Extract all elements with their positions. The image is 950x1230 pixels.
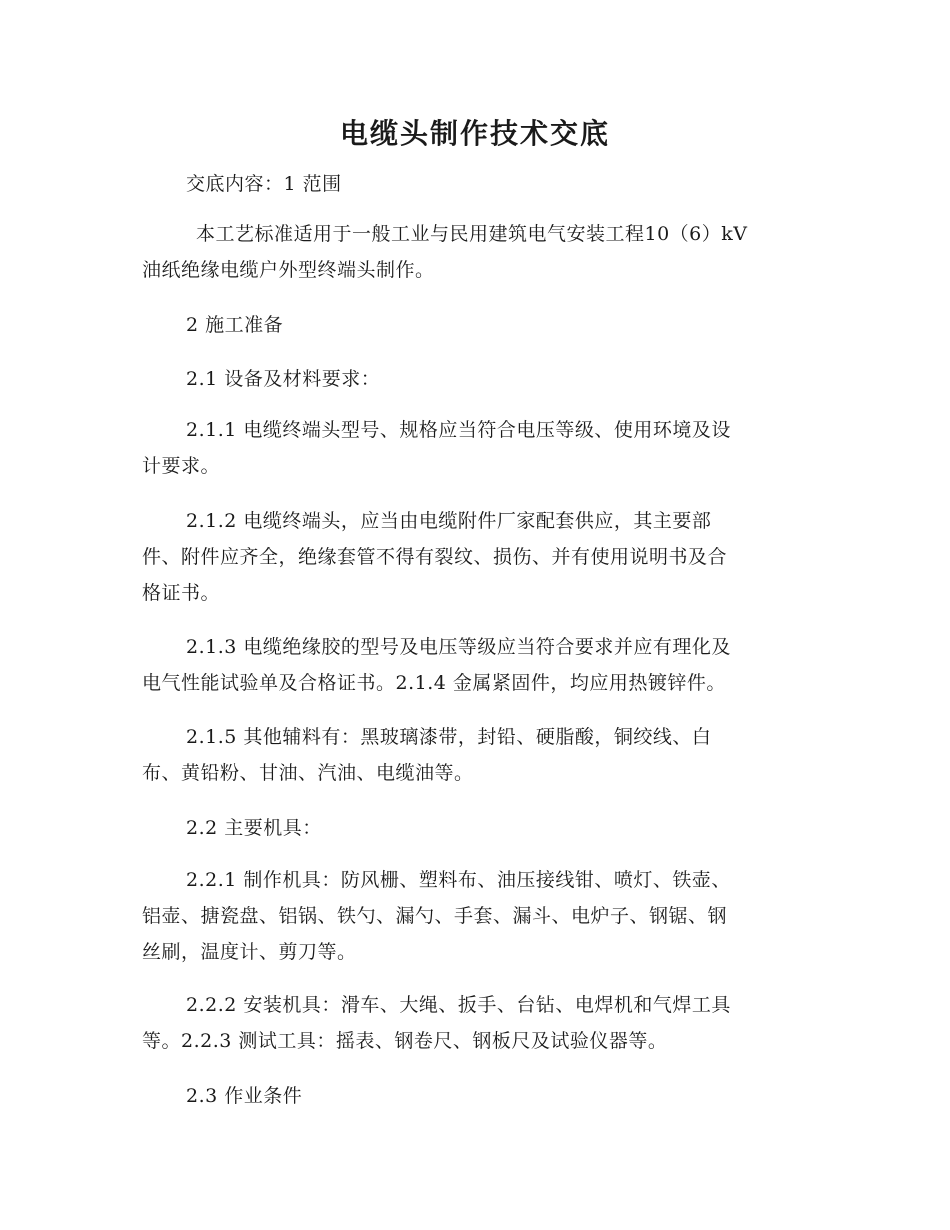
- text-line: 电气性能试验单及合格证书。2.1.4 金属紧固件，均应用热镀锌件。: [142, 672, 726, 694]
- text-line: 铝壶、搪瓷盘、铝锅、铁勺、漏勺、手套、漏斗、电炉子、钢锯、钢: [142, 905, 728, 927]
- text-line: 油纸绝缘电缆户外型终端头制作。: [142, 259, 435, 281]
- paragraph-2-1-1: [142, 412, 802, 484]
- paragraph-2-1-3: [142, 629, 802, 701]
- paragraph-scope-heading: [142, 166, 802, 202]
- text-line: 2.1.2 电缆终端头，应当由电缆附件厂家配套供应，其主要部: [186, 510, 712, 532]
- text-line: 计要求。: [142, 455, 221, 477]
- paragraph-equipment-heading: [142, 361, 802, 397]
- text-line: 2.1.1 电缆终端头型号、规格应当符合电压等级、使用环境及设: [186, 419, 731, 441]
- paragraph-scope: [142, 216, 802, 288]
- text-line: 2 施工准备: [186, 314, 284, 336]
- text-line: 2.2.1 制作机具：防风栅、塑料布、油压接线钳、喷灯、铁壶、: [186, 869, 731, 891]
- paragraph-2-2-1: [142, 862, 802, 970]
- paragraph-2-2-2: [142, 987, 802, 1059]
- text-line: 本工艺标准适用于一般工业与民用建筑电气安装工程10（6）kV: [196, 223, 748, 245]
- text-line: 2.1.3 电缆绝缘胶的型号及电压等级应当符合要求并应有理化及: [186, 636, 731, 658]
- document-title: 电缆头制作技术交底: [339, 117, 610, 150]
- paragraph-2-1-2: [142, 503, 802, 611]
- paragraph-2-1-5: [142, 719, 802, 791]
- text-line: 2.2 主要机具：: [186, 817, 322, 839]
- text-line: 2.2.2 安装机具：滑车、大绳、扳手、台钻、电焊机和气焊工具: [186, 994, 731, 1016]
- text-line: 格证书。: [142, 582, 221, 604]
- paragraph-work-conditions-heading: [142, 1078, 802, 1114]
- text-line: 2.3 作业条件: [186, 1085, 303, 1107]
- text-line: 件、附件应齐全，绝缘套管不得有裂纹、损伤、并有使用说明书及合: [142, 546, 728, 568]
- text-line: 等。2.2.3 测试工具：摇表、钢卷尺、钢板尺及试验仪器等。: [142, 1030, 668, 1052]
- paragraph-tools-heading: [142, 810, 802, 846]
- paragraph-preparation-heading: [142, 307, 802, 343]
- text-line: 2.1.5 其他辅料有：黑玻璃漆带，封铅、硬脂酸，铜绞线、白: [186, 726, 712, 748]
- text-line: 丝刷，温度计、剪刀等。: [142, 941, 357, 963]
- text-line: 交底内容：1 范围: [186, 173, 342, 195]
- text-line: 布、黄铅粉、甘油、汽油、电缆油等。: [142, 762, 474, 784]
- text-line: 2.1 设备及材料要求：: [186, 368, 381, 390]
